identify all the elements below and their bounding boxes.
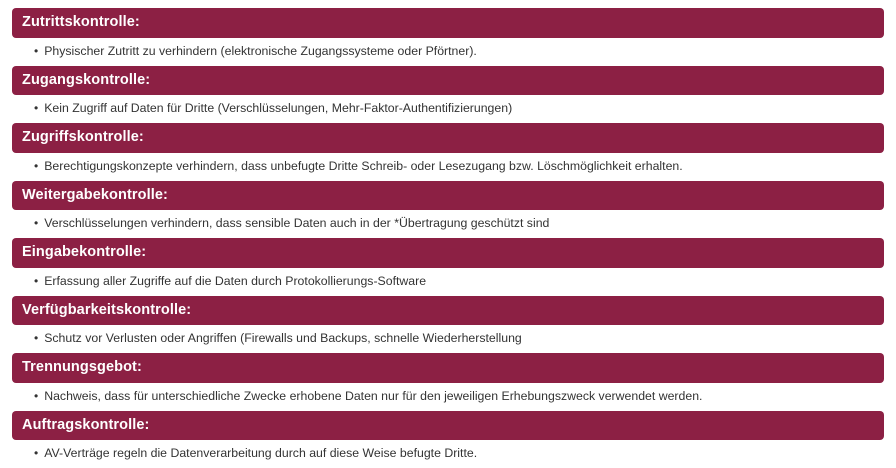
list-item-text: Erfassung aller Zugriffe auf die Daten durch Protokollierungs-Software — [44, 273, 426, 289]
list-item-text: Schutz vor Verlusten oder Angriffen (Firewalls und Backups, schnelle Wiederherstellung — [44, 330, 522, 346]
list-item — [12, 215, 884, 238]
section-zugangskontrolle — [12, 66, 884, 124]
bullet-icon: • — [34, 158, 38, 174]
section-heading: Zugangskontrolle: — [12, 66, 884, 96]
list-item-text: Nachweis, dass für unterschiedliche Zwecke erhobene Daten nur für den jeweiligen Erhebungszweck verwendet werden. — [44, 388, 702, 404]
list-item — [12, 158, 884, 181]
section-heading: Eingabekontrolle: — [12, 238, 884, 268]
bullet-icon: • — [34, 445, 38, 461]
list-item-text: Verschlüsselungen verhindern, dass sensible Daten auch in der *Übertragung geschützt sind — [44, 215, 549, 231]
bullet-icon: • — [34, 388, 38, 404]
list-item-text: Physischer Zutritt zu verhindern (elektronische Zugangssysteme oder Pförtner). — [44, 43, 477, 59]
bullet-icon: • — [34, 273, 38, 289]
list-item — [12, 43, 884, 66]
section-trennungsgebot — [12, 353, 884, 411]
list-item — [12, 330, 884, 353]
list-item — [12, 273, 884, 296]
section-heading: Weitergabekontrolle: — [12, 181, 884, 211]
section-heading: Auftragskontrolle: — [12, 411, 884, 441]
list-item-text: AV-Verträge regeln die Datenverarbeitung durch auf diese Weise befugte Dritte. — [44, 445, 477, 461]
bullet-icon: • — [34, 215, 38, 231]
section-zugriffskontrolle — [12, 123, 884, 181]
list-item — [12, 100, 884, 123]
section-heading: Verfügbarkeitskontrolle: — [12, 296, 884, 326]
section-weitergabekontrolle — [12, 181, 884, 239]
section-auftragskontrolle — [12, 411, 884, 468]
list-item — [12, 388, 884, 411]
section-verfuegbarkeitskontrolle — [12, 296, 884, 354]
section-heading: Zugriffskontrolle: — [12, 123, 884, 153]
list-item-text: Kein Zugriff auf Daten für Dritte (Verschlüsselungen, Mehr-Faktor-Authentifizierungen) — [44, 100, 512, 116]
section-heading: Zutrittskontrolle: — [12, 8, 884, 38]
list-item — [12, 445, 884, 468]
bullet-icon: • — [34, 100, 38, 116]
list-item-text: Berechtigungskonzepte verhindern, dass unbefugte Dritte Schreib- oder Lesezugang bzw. Löschmöglichkeit erhalten. — [44, 158, 682, 174]
bullet-icon: • — [34, 330, 38, 346]
bullet-icon: • — [34, 43, 38, 59]
section-heading: Trennungsgebot: — [12, 353, 884, 383]
section-zutrittskontrolle — [12, 8, 884, 66]
section-eingabekontrolle — [12, 238, 884, 296]
